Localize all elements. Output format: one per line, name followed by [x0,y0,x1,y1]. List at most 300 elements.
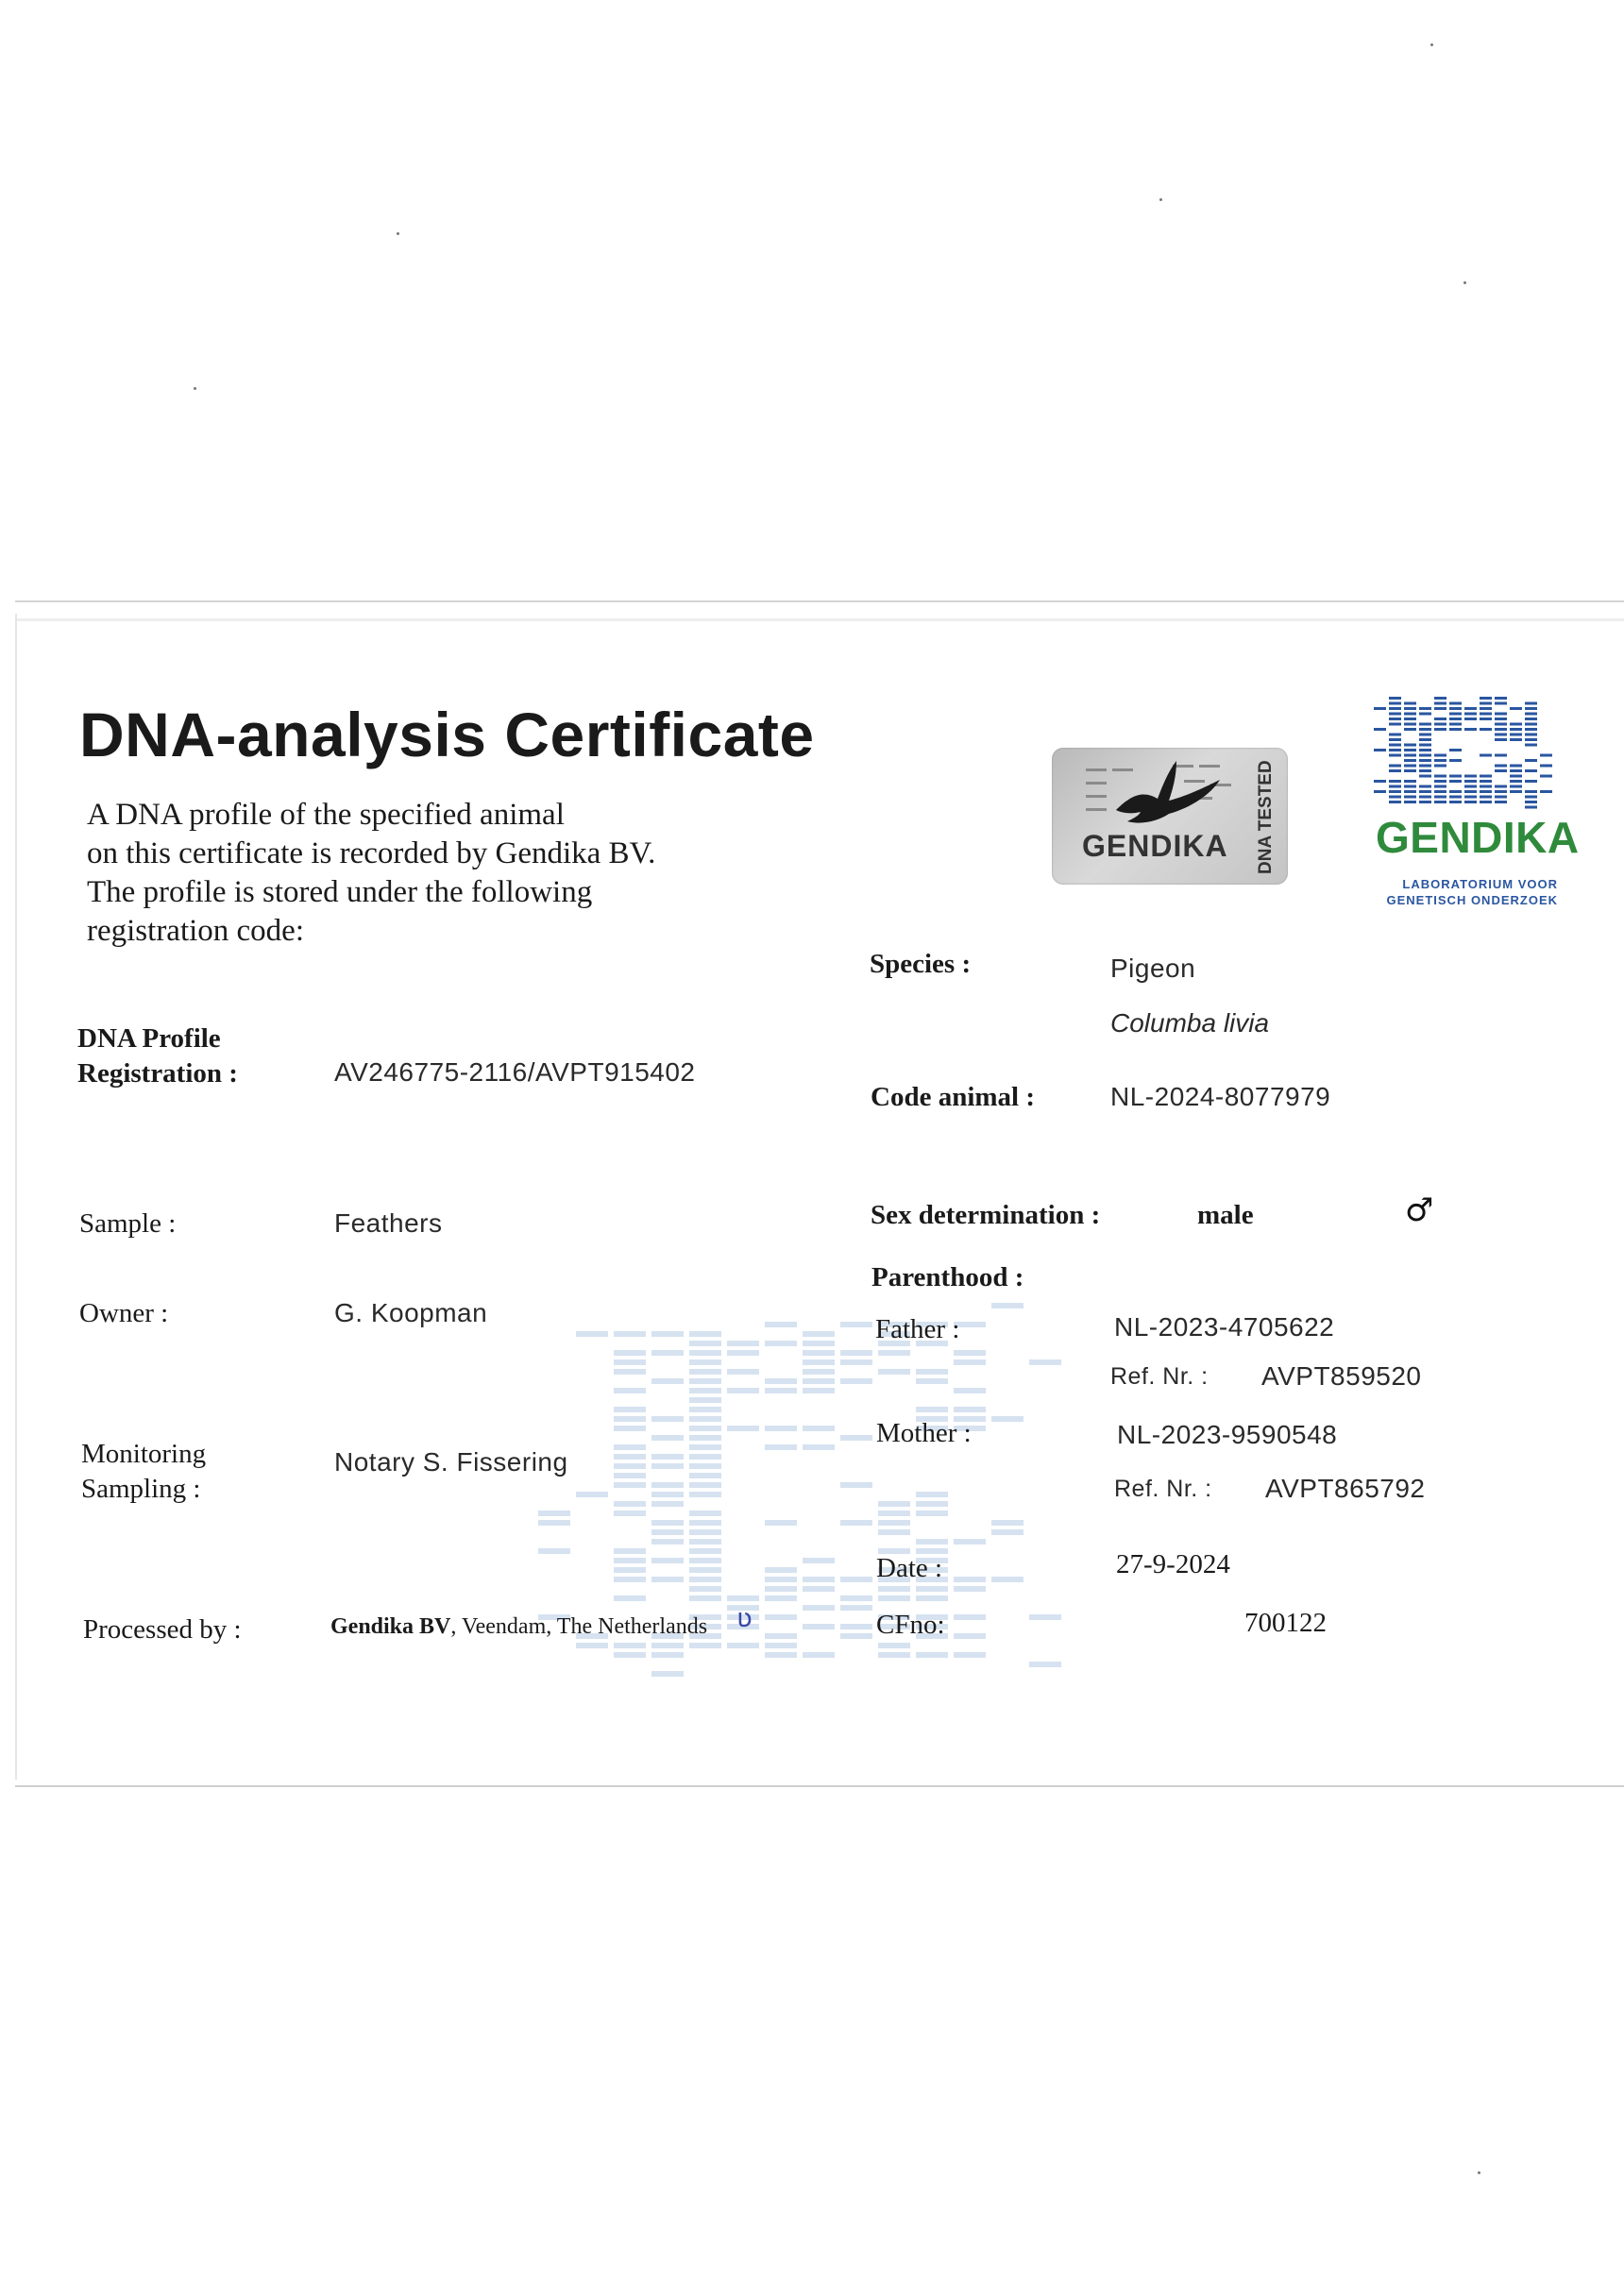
registration-label [77,1021,238,1091]
gel-band [840,1359,872,1365]
gel-band [1404,769,1416,772]
gel-band [1510,769,1522,772]
gel-band [1525,713,1537,716]
gel-band [1434,754,1446,757]
gel-band [803,1369,835,1375]
gel-band [689,1350,721,1356]
gel-band [1464,728,1477,731]
gel-band [1419,754,1431,757]
gel-band [1510,775,1522,778]
gel-band [1480,728,1492,731]
gel-band [651,1671,684,1677]
gel-band [1510,728,1522,731]
gel-band [614,1595,646,1601]
gel-band [803,1388,835,1393]
gel-band [614,1369,646,1375]
logo-subtitle-line: LABORATORIUM VOOR [1402,877,1558,891]
gel-band [765,1652,797,1658]
gel-band [1525,707,1537,710]
gel-band [1464,785,1477,788]
gel-band [1449,723,1462,726]
card-edge [15,614,17,1780]
gel-band [1480,707,1492,710]
gel-band [1525,780,1537,783]
gel-band [1389,769,1401,772]
gel-band [651,1558,684,1563]
gel-band [954,1350,986,1356]
gel-band [614,1501,646,1507]
gel-band [1419,801,1431,803]
gel-band [1495,765,1507,768]
scan-speck [1159,198,1162,201]
gel-band [991,1416,1023,1422]
gel-band [1449,718,1462,720]
gel-band [1389,754,1401,757]
gel-band [878,1529,910,1535]
gel-band [614,1350,646,1356]
gel-band [651,1416,684,1422]
gel-band [538,1520,570,1526]
gel-band [1434,718,1446,720]
gel-band [614,1416,646,1422]
gel-band [614,1643,646,1648]
gel-band [689,1341,721,1346]
gel-band [1510,738,1522,741]
gel-band [1389,723,1401,726]
gel-band [1540,765,1552,768]
gel-band [689,1511,721,1516]
gel-band [916,1492,948,1497]
gel-band [954,1577,986,1582]
gel-band [1404,790,1416,793]
gel-band [954,1652,986,1658]
sex-value: male [1197,1200,1254,1230]
gel-band [689,1520,721,1526]
gel-band [1404,749,1416,751]
gel-band [878,1369,910,1375]
gel-band [651,1350,684,1356]
gel-band [1480,801,1492,803]
gel-band [878,1643,910,1648]
gel-band [916,1369,948,1375]
gel-band [1389,734,1401,736]
gel-band [727,1388,759,1393]
gel-band [689,1529,721,1535]
gel-band [1449,775,1462,778]
gel-band [765,1643,797,1648]
gel-band [1404,785,1416,788]
gel-band [1374,728,1386,731]
gel-band [689,1444,721,1450]
mother-value: NL-2023-9590548 [1117,1420,1338,1449]
gel-band [1525,759,1537,762]
gel-band [1525,801,1537,803]
gel-band [765,1520,797,1526]
gel-band [689,1378,721,1384]
registration-label-line: Registration : [77,1058,238,1089]
gel-band [1389,790,1401,793]
gel-band [689,1463,721,1469]
processed-label: Processed by : [83,1614,242,1645]
gel-band [727,1426,759,1431]
code-animal-value: NL-2024-8077979 [1110,1082,1331,1111]
gel-band [1510,723,1522,726]
gel-band [1449,801,1462,803]
gel-band [803,1341,835,1346]
gel-band [1449,796,1462,799]
father-label: Father : [875,1314,960,1344]
processed-company: Gendika BV [330,1614,451,1639]
gel-band [614,1548,646,1554]
gel-band [689,1473,721,1478]
gel-band [1540,790,1552,793]
gel-band [840,1633,872,1639]
gel-band [651,1435,684,1441]
gel-band [765,1595,797,1601]
gel-band [614,1473,646,1478]
gel-band [1419,769,1431,772]
gel-band [765,1378,797,1384]
gel-band [1389,718,1401,720]
gel-band [954,1586,986,1592]
gel-band [803,1378,835,1384]
gel-band [916,1511,948,1516]
gel-band [614,1359,646,1365]
gel-band [1495,785,1507,788]
gel-band [878,1595,910,1601]
gel-band [1495,728,1507,731]
gel-band [803,1359,835,1365]
gel-band [1389,702,1401,705]
gel-band [651,1378,684,1384]
gel-band [1389,749,1401,751]
gel-band [651,1331,684,1337]
gel-band [1404,707,1416,710]
gel-band [840,1350,872,1356]
gel-band [1480,718,1492,720]
gel-band [1389,785,1401,788]
gel-band [803,1624,835,1629]
owner-label: Owner : [79,1298,169,1328]
gel-band [689,1482,721,1488]
gel-band [1404,801,1416,803]
gel-band [954,1407,986,1412]
gel-band [1404,702,1416,705]
species-label: Species : [870,949,972,979]
gel-band [1495,738,1507,741]
gel-band [1404,754,1416,757]
gel-band [576,1331,608,1337]
gel-band [803,1586,835,1592]
scan-speck [1463,281,1466,284]
processed-value [330,1614,707,1640]
gel-band [1464,796,1477,799]
gel-band [878,1520,910,1526]
gel-band [765,1633,797,1639]
gel-pattern-g-icon [1374,697,1558,812]
gel-band [1480,796,1492,799]
gel-band [1464,801,1477,803]
gel-band [1464,713,1477,716]
cfno-value: 700122 [1244,1608,1327,1638]
gel-band [1389,697,1401,700]
registration-label-line: DNA Profile [77,1023,221,1054]
processed-location: , Veendam, The Netherlands [450,1614,708,1639]
gel-band [840,1520,872,1526]
gel-band [1374,707,1386,710]
mother-ref-value: AVPT865792 [1265,1474,1426,1503]
gel-band [1029,1359,1061,1365]
scan-speck [194,387,196,390]
intro-line: The profile is stored under the following [87,875,593,909]
gel-band [1495,796,1507,799]
gel-band [1419,723,1431,726]
gel-band [765,1444,797,1450]
mother-label: Mother : [876,1418,972,1448]
gel-band [1540,754,1552,757]
monitoring-label-line: Monitoring [81,1439,207,1469]
gel-band [1389,765,1401,768]
gel-band [1374,780,1386,783]
registration-value: AV246775-2116/AVPT915402 [334,1057,696,1087]
gel-band [689,1416,721,1422]
gel-band [614,1511,646,1516]
gel-band [1389,796,1401,799]
gel-band [840,1482,872,1488]
gel-band [689,1397,721,1403]
gel-band [1480,754,1492,757]
gel-band [651,1643,684,1648]
gel-band [878,1652,910,1658]
gel-band [1480,790,1492,793]
gel-band [1434,697,1446,700]
gel-band [1480,697,1492,700]
male-symbol-icon: ♂ [1405,1191,1434,1229]
gel-band [727,1595,759,1601]
date-value: 27-9-2024 [1116,1549,1230,1579]
gel-band [1449,728,1462,731]
gel-band [576,1492,608,1497]
gel-band [1495,734,1507,736]
gel-band [1434,702,1446,705]
gel-band [1419,785,1431,788]
gel-band [803,1558,835,1563]
gel-band [1495,769,1507,772]
gel-band [1434,775,1446,778]
gel-band [614,1652,646,1658]
sticker-tested-label: DNA TESTED [1256,760,1276,875]
gel-band [954,1359,986,1365]
gel-band [840,1577,872,1582]
monitoring-label-line: Sampling : [81,1474,201,1504]
gel-band [1525,718,1537,720]
gel-band [878,1586,910,1592]
gel-band [765,1322,797,1327]
gel-band [727,1643,759,1648]
gel-band [1404,744,1416,747]
scan-speck [1478,2171,1480,2174]
gel-band [840,1435,872,1441]
gel-band [1434,796,1446,799]
gel-band [1419,728,1431,731]
code-animal-label: Code animal : [871,1082,1035,1112]
logo-subtitle [1360,876,1558,908]
gel-band [651,1482,684,1488]
gel-band [1525,796,1537,799]
gel-band [614,1558,646,1563]
gel-band [1404,713,1416,716]
gel-band [651,1539,684,1545]
gel-band [651,1454,684,1460]
gel-band [1464,790,1477,793]
gel-band [1449,780,1462,783]
gel-band [991,1520,1023,1526]
gel-band [1434,790,1446,793]
gel-band [1449,790,1462,793]
gel-band [765,1341,797,1346]
gel-band [916,1595,948,1601]
gel-band [803,1652,835,1658]
gel-band [727,1369,759,1375]
gel-band [1525,806,1537,809]
bird-icon [1078,755,1248,835]
gel-band [1434,728,1446,731]
sample-value: Feathers [334,1208,443,1238]
gel-band [1510,790,1522,793]
gel-band [538,1548,570,1554]
gel-band [1434,780,1446,783]
gel-band [1495,713,1507,716]
gel-band [1404,728,1416,731]
gel-band [1495,801,1507,803]
gel-band [614,1331,646,1337]
gel-band [1495,790,1507,793]
gel-band [614,1454,646,1460]
gel-band [1525,728,1537,731]
gel-band [689,1558,721,1563]
parenthood-label: Parenthood : [871,1262,1024,1292]
gel-band [1480,702,1492,705]
gel-band [1525,744,1537,747]
gel-band [1540,775,1552,778]
gel-band [991,1303,1023,1308]
gel-band [651,1492,684,1497]
gel-band [1419,765,1431,768]
species-common-value: Pigeon [1110,954,1196,983]
gel-band [765,1388,797,1393]
gel-band [1510,707,1522,710]
gel-band [614,1444,646,1450]
gel-band [1464,707,1477,710]
gel-band [689,1586,721,1592]
gel-band [1404,759,1416,762]
gel-band [651,1463,684,1469]
gel-band [878,1511,910,1516]
gel-band [1495,718,1507,720]
gel-band [1464,718,1477,720]
gel-band [803,1331,835,1337]
gel-band [1374,790,1386,793]
scan-speck [1430,43,1433,46]
cfno-label: CFno: [876,1610,945,1640]
gel-band [1419,734,1431,736]
gel-band [1464,780,1477,783]
gel-band [765,1586,797,1592]
gel-band [1449,702,1462,705]
gel-band [1464,775,1477,778]
gel-band [1480,785,1492,788]
gel-band [689,1388,721,1393]
gel-band [1404,780,1416,783]
intro-line: A DNA profile of the specified animal [87,798,565,832]
sticker-brand: GENDIKA [1082,829,1228,863]
gel-band [689,1548,721,1554]
gel-band [916,1539,948,1545]
gel-band [1510,780,1522,783]
gel-band [1419,796,1431,799]
gel-band [878,1501,910,1507]
monitoring-value: Notary S. Fissering [334,1447,568,1477]
gel-band [803,1444,835,1450]
gel-band [689,1492,721,1497]
card-shadow [15,618,1624,621]
dna-tested-sticker [1052,748,1288,885]
gel-band [1449,759,1462,762]
gel-band [803,1426,835,1431]
gel-band [1495,723,1507,726]
certificate-title: DNA-analysis Certificate [79,700,815,769]
gel-band [614,1407,646,1412]
gel-band [1419,749,1431,751]
gel-band [689,1369,721,1375]
monitoring-label [81,1437,206,1507]
gel-band [1434,785,1446,788]
gel-band [614,1482,646,1488]
gel-band [1434,801,1446,803]
gel-band [991,1529,1023,1535]
gel-band [1510,785,1522,788]
gel-band [840,1605,872,1611]
gel-band [1495,697,1507,700]
certificate-intro [87,796,655,951]
gel-band [991,1577,1023,1582]
gel-band [1029,1614,1061,1620]
gel-band [1419,738,1431,741]
gel-band [1495,702,1507,705]
gel-band [765,1567,797,1573]
gel-band [1480,775,1492,778]
gel-band [840,1378,872,1384]
gel-band [916,1378,948,1384]
gel-band [614,1463,646,1469]
gel-band [1419,759,1431,762]
gel-band [1525,702,1537,705]
sample-label: Sample : [79,1208,177,1239]
gel-band [1480,780,1492,783]
gel-band [1525,734,1537,736]
gel-band [840,1595,872,1601]
gel-band [1525,769,1537,772]
gel-band [954,1539,986,1545]
gel-band [916,1501,948,1507]
gel-band [689,1331,721,1337]
intro-line: on this certificate is recorded by Gendika BV. [87,836,656,870]
gel-band [1389,738,1401,741]
gel-band [1525,738,1537,741]
gel-band [1434,765,1446,768]
logo-subtitle-line: GENETISCH ONDERZOEK [1386,893,1558,907]
gel-band [727,1350,759,1356]
